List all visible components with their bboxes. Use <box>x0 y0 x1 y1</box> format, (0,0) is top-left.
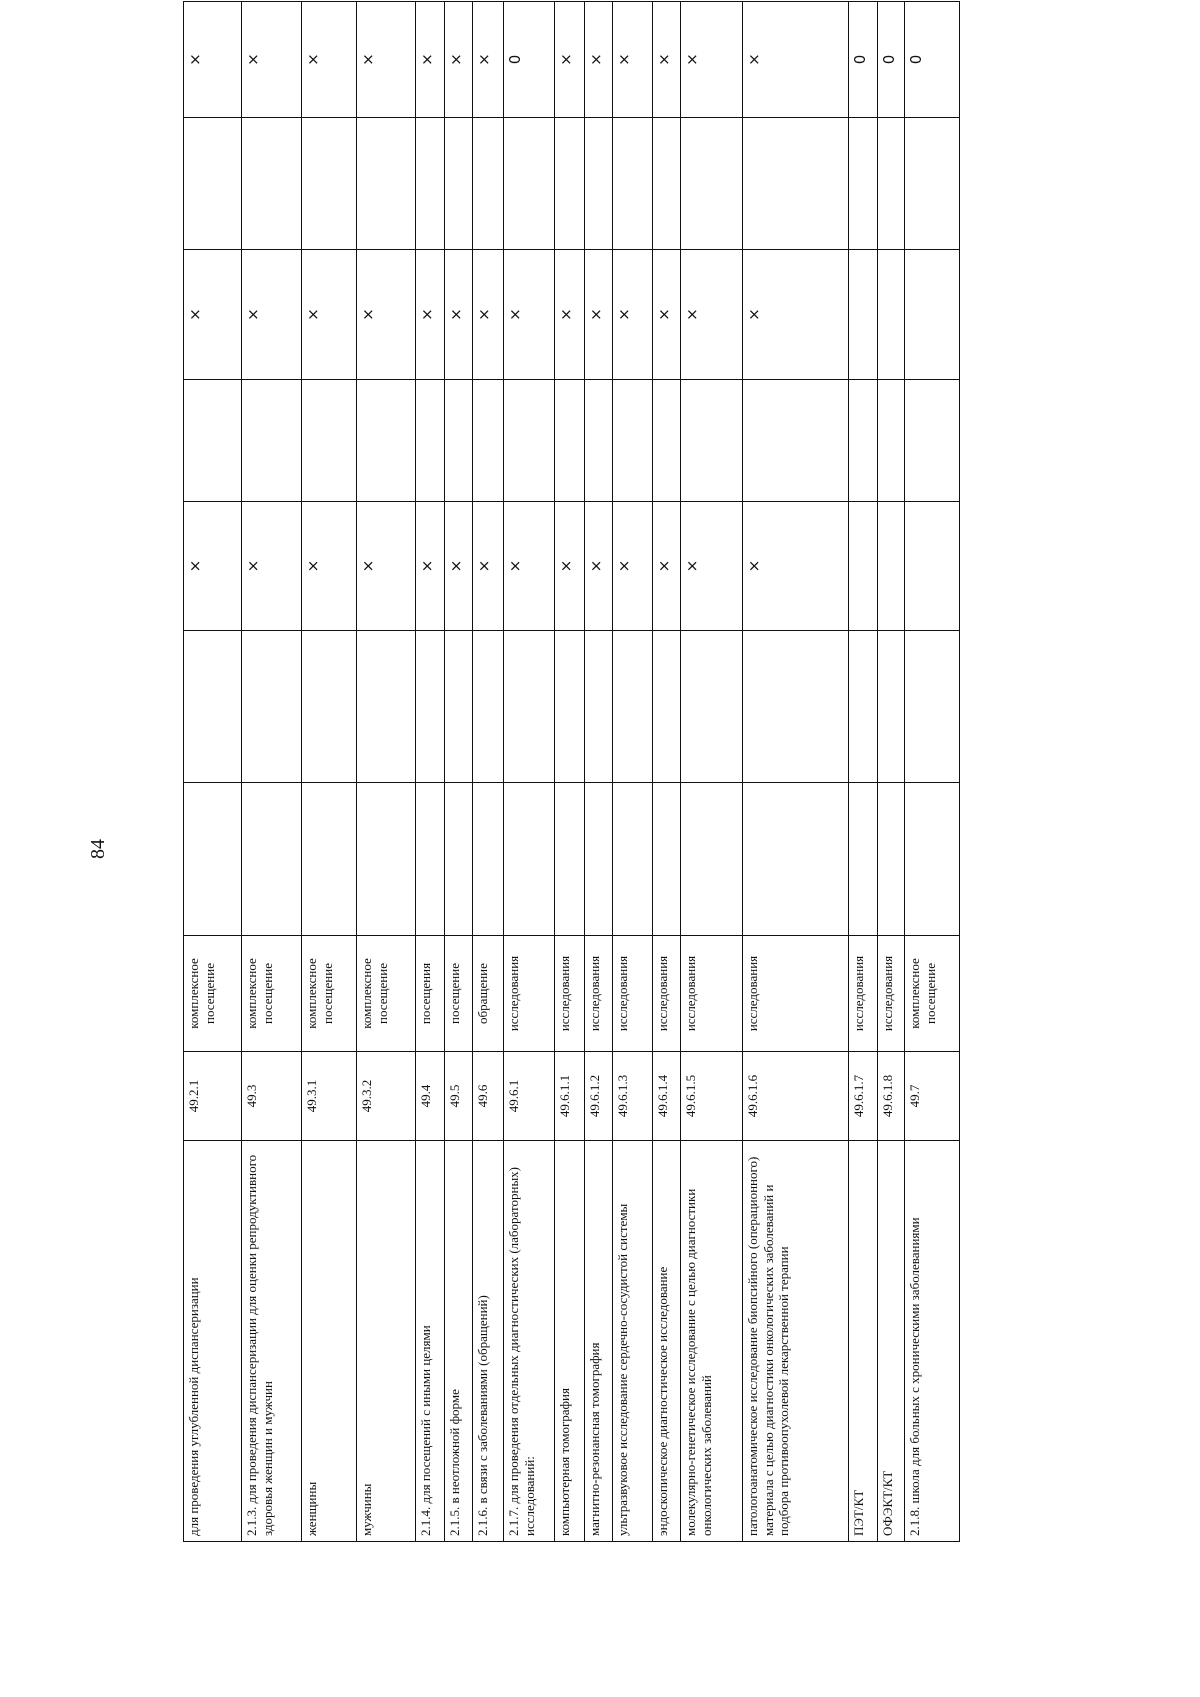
empty-cell <box>905 380 960 502</box>
empty-cell <box>613 380 653 502</box>
empty-cell <box>357 380 416 502</box>
table-wrapper <box>183 53 1043 1542</box>
mark-cell: × <box>302 250 357 380</box>
empty-cell <box>357 631 416 783</box>
table-row <box>585 2 613 1542</box>
row-unit-cell: комплексное посещение <box>905 936 960 1052</box>
page-number: 84 <box>87 839 109 859</box>
mark-cell: × <box>302 502 357 631</box>
row-code-cell: 49.7 <box>905 1052 960 1141</box>
mark-cell: × <box>653 502 681 631</box>
empty-cell <box>473 631 504 783</box>
table-row <box>743 2 849 1542</box>
row-name-cell: 2.1.4. для посещений с иными целями <box>416 1141 445 1542</box>
empty-cell <box>653 118 681 250</box>
row-unit-cell: исследования <box>585 936 613 1052</box>
empty-cell <box>473 118 504 250</box>
empty-cell <box>473 380 504 502</box>
mark-cell: × <box>416 502 445 631</box>
empty-cell <box>743 783 849 936</box>
empty-cell <box>184 783 242 936</box>
empty-cell <box>905 783 960 936</box>
empty-cell <box>302 631 357 783</box>
row-name-cell: женщины <box>302 1141 357 1542</box>
row-code-cell: 49.3 <box>242 1052 302 1141</box>
empty-cell <box>681 380 743 502</box>
table-row <box>416 2 445 1542</box>
mark-cell: × <box>445 250 473 380</box>
row-unit-cell: посещение <box>445 936 473 1052</box>
empty-cell <box>878 631 905 783</box>
row-name-cell: компьютерная томография <box>555 1141 585 1542</box>
empty-cell <box>878 380 905 502</box>
empty-cell <box>555 783 585 936</box>
row-name-cell: 2.1.5. в неотложной форме <box>445 1141 473 1542</box>
value-cell: × <box>473 2 504 118</box>
value-cell: × <box>653 2 681 118</box>
mark-cell: × <box>184 250 242 380</box>
mark-cell: × <box>357 502 416 631</box>
row-name-cell: эндоскопическое диагностическое исследование <box>653 1141 681 1542</box>
mark-cell: × <box>743 250 849 380</box>
row-unit-cell: посещения <box>416 936 445 1052</box>
empty-cell <box>681 631 743 783</box>
row-unit-cell: исследования <box>681 936 743 1052</box>
empty-cell <box>743 380 849 502</box>
empty-cell <box>445 118 473 250</box>
mark-cell: × <box>585 502 613 631</box>
table-row <box>878 2 905 1542</box>
table-row <box>357 2 416 1542</box>
row-unit-cell: исследования <box>849 936 878 1052</box>
empty-cell <box>416 783 445 936</box>
empty-cell <box>504 631 555 783</box>
value-cell: × <box>184 2 242 118</box>
mark-cell <box>905 250 960 380</box>
row-name-cell: ОФЭКТ/КТ <box>878 1141 905 1542</box>
row-code-cell: 49.4 <box>416 1052 445 1141</box>
empty-cell <box>849 631 878 783</box>
empty-cell <box>242 783 302 936</box>
row-unit-cell: исследования <box>504 936 555 1052</box>
value-cell: × <box>613 2 653 118</box>
value-cell: × <box>743 2 849 118</box>
value-cell: 0 <box>878 2 905 118</box>
row-code-cell: 49.6.1.7 <box>849 1052 878 1141</box>
row-code-cell: 49.3.2 <box>357 1052 416 1141</box>
empty-cell <box>585 783 613 936</box>
empty-cell <box>613 783 653 936</box>
empty-cell <box>681 118 743 250</box>
mark-cell: × <box>242 250 302 380</box>
empty-cell <box>585 380 613 502</box>
row-code-cell: 49.6.1.5 <box>681 1052 743 1141</box>
value-cell: 0 <box>504 2 555 118</box>
row-name-cell: 2.1.3. для проведения диспансеризации для оценки репродуктивного здоровья женщин и мужчин <box>242 1141 302 1542</box>
table-row <box>242 2 302 1542</box>
mark-cell: × <box>681 250 743 380</box>
row-name-cell: магнитно-резонансная томография <box>585 1141 613 1542</box>
row-unit-cell: исследования <box>743 936 849 1052</box>
empty-cell <box>445 783 473 936</box>
empty-cell <box>504 783 555 936</box>
empty-cell <box>242 631 302 783</box>
mark-cell: × <box>743 502 849 631</box>
row-name-cell: мужчины <box>357 1141 416 1542</box>
value-cell: × <box>585 2 613 118</box>
mark-cell: × <box>653 250 681 380</box>
rotated-table-frame <box>183 53 1043 1542</box>
empty-cell <box>302 783 357 936</box>
empty-cell <box>242 118 302 250</box>
mark-cell <box>878 502 905 631</box>
empty-cell <box>905 631 960 783</box>
row-code-cell: 49.6.1.2 <box>585 1052 613 1141</box>
mark-cell <box>849 502 878 631</box>
empty-cell <box>905 118 960 250</box>
table-row <box>473 2 504 1542</box>
mark-cell: × <box>184 502 242 631</box>
empty-cell <box>357 118 416 250</box>
empty-cell <box>555 118 585 250</box>
mark-cell: × <box>473 250 504 380</box>
value-cell: × <box>242 2 302 118</box>
empty-cell <box>653 380 681 502</box>
empty-cell <box>445 631 473 783</box>
empty-cell <box>653 631 681 783</box>
table-row <box>445 2 473 1542</box>
empty-cell <box>184 380 242 502</box>
empty-cell <box>242 380 302 502</box>
value-cell: × <box>681 2 743 118</box>
empty-cell <box>613 631 653 783</box>
row-code-cell: 49.6.1.3 <box>613 1052 653 1141</box>
mark-cell: × <box>613 502 653 631</box>
row-name-cell: ПЭТ/КТ <box>849 1141 878 1542</box>
empty-cell <box>681 783 743 936</box>
empty-cell <box>302 118 357 250</box>
row-unit-cell: исследования <box>555 936 585 1052</box>
row-code-cell: 49.6 <box>473 1052 504 1141</box>
empty-cell <box>184 118 242 250</box>
mark-cell: × <box>473 502 504 631</box>
empty-cell <box>445 380 473 502</box>
row-code-cell: 49.6.1.4 <box>653 1052 681 1141</box>
mark-cell: × <box>504 502 555 631</box>
mark-cell <box>878 250 905 380</box>
table-row <box>905 2 960 1542</box>
value-cell: × <box>416 2 445 118</box>
row-name-cell: 2.1.8. школа для больных с хроническими заболеваниями <box>905 1141 960 1542</box>
table-row <box>849 2 878 1542</box>
row-name-cell: патологоанатомическое исследование биопсийного (операционного) материала с целью диагностики онкологических заболеваний и подбора противоопухолевой лекарственной терапии <box>743 1141 849 1542</box>
empty-cell <box>416 118 445 250</box>
mark-cell: × <box>555 250 585 380</box>
value-cell: × <box>445 2 473 118</box>
empty-cell <box>743 118 849 250</box>
empty-cell <box>878 118 905 250</box>
table-row <box>504 2 555 1542</box>
table-row <box>555 2 585 1542</box>
value-cell: × <box>555 2 585 118</box>
mark-cell: × <box>445 502 473 631</box>
empty-cell <box>504 380 555 502</box>
row-unit-cell: обращение <box>473 936 504 1052</box>
empty-cell <box>585 631 613 783</box>
row-unit-cell: комплексное посещение <box>357 936 416 1052</box>
mark-cell: × <box>555 502 585 631</box>
row-unit-cell: исследования <box>613 936 653 1052</box>
empty-cell <box>653 783 681 936</box>
row-unit-cell: комплексное посещение <box>242 936 302 1052</box>
row-code-cell: 49.6.1.1 <box>555 1052 585 1141</box>
mark-cell: × <box>357 250 416 380</box>
row-code-cell: 49.5 <box>445 1052 473 1141</box>
empty-cell <box>878 783 905 936</box>
table-row <box>681 2 743 1542</box>
row-unit-cell: исследования <box>653 936 681 1052</box>
mark-cell: × <box>242 502 302 631</box>
row-unit-cell: комплексное посещение <box>184 936 242 1052</box>
row-name-cell: 2.1.7. для проведения отдельных диагностических (лабораторных) исследований: <box>504 1141 555 1542</box>
mark-cell: × <box>613 250 653 380</box>
mark-cell <box>849 250 878 380</box>
row-code-cell: 49.6.1.6 <box>743 1052 849 1141</box>
empty-cell <box>184 631 242 783</box>
table-row <box>653 2 681 1542</box>
empty-cell <box>849 118 878 250</box>
empty-cell <box>473 783 504 936</box>
empty-cell <box>302 380 357 502</box>
mark-cell: × <box>585 250 613 380</box>
empty-cell <box>849 783 878 936</box>
row-name-cell: молекулярно-генетическое исследование с целью диагностики онкологических заболеваний <box>681 1141 743 1542</box>
value-cell: × <box>357 2 416 118</box>
empty-cell <box>555 380 585 502</box>
row-code-cell: 49.2.1 <box>184 1052 242 1141</box>
row-code-cell: 49.3.1 <box>302 1052 357 1141</box>
row-name-cell: ультразвуковое исследование сердечно-сосудистой системы <box>613 1141 653 1542</box>
empty-cell <box>504 118 555 250</box>
empty-cell <box>849 380 878 502</box>
row-name-cell: для проведения углубленной диспансеризации <box>184 1141 242 1542</box>
empty-cell <box>743 631 849 783</box>
row-unit-cell: комплексное посещение <box>302 936 357 1052</box>
empty-cell <box>416 380 445 502</box>
empty-cell <box>585 118 613 250</box>
row-name-cell: 2.1.6. в связи с заболеваниями (обращений) <box>473 1141 504 1542</box>
value-cell: 0 <box>905 2 960 118</box>
table-row <box>302 2 357 1542</box>
mark-cell: × <box>416 250 445 380</box>
empty-cell <box>555 631 585 783</box>
mark-cell: × <box>504 250 555 380</box>
value-cell: 0 <box>849 2 878 118</box>
row-unit-cell: исследования <box>878 936 905 1052</box>
row-code-cell: 49.6.1 <box>504 1052 555 1141</box>
table-row <box>613 2 653 1542</box>
value-cell: × <box>302 2 357 118</box>
empty-cell <box>613 118 653 250</box>
data-table <box>183 1 960 1542</box>
empty-cell <box>416 631 445 783</box>
mark-cell <box>905 502 960 631</box>
mark-cell: × <box>681 502 743 631</box>
row-code-cell: 49.6.1.8 <box>878 1052 905 1141</box>
table-row <box>184 2 242 1542</box>
empty-cell <box>357 783 416 936</box>
